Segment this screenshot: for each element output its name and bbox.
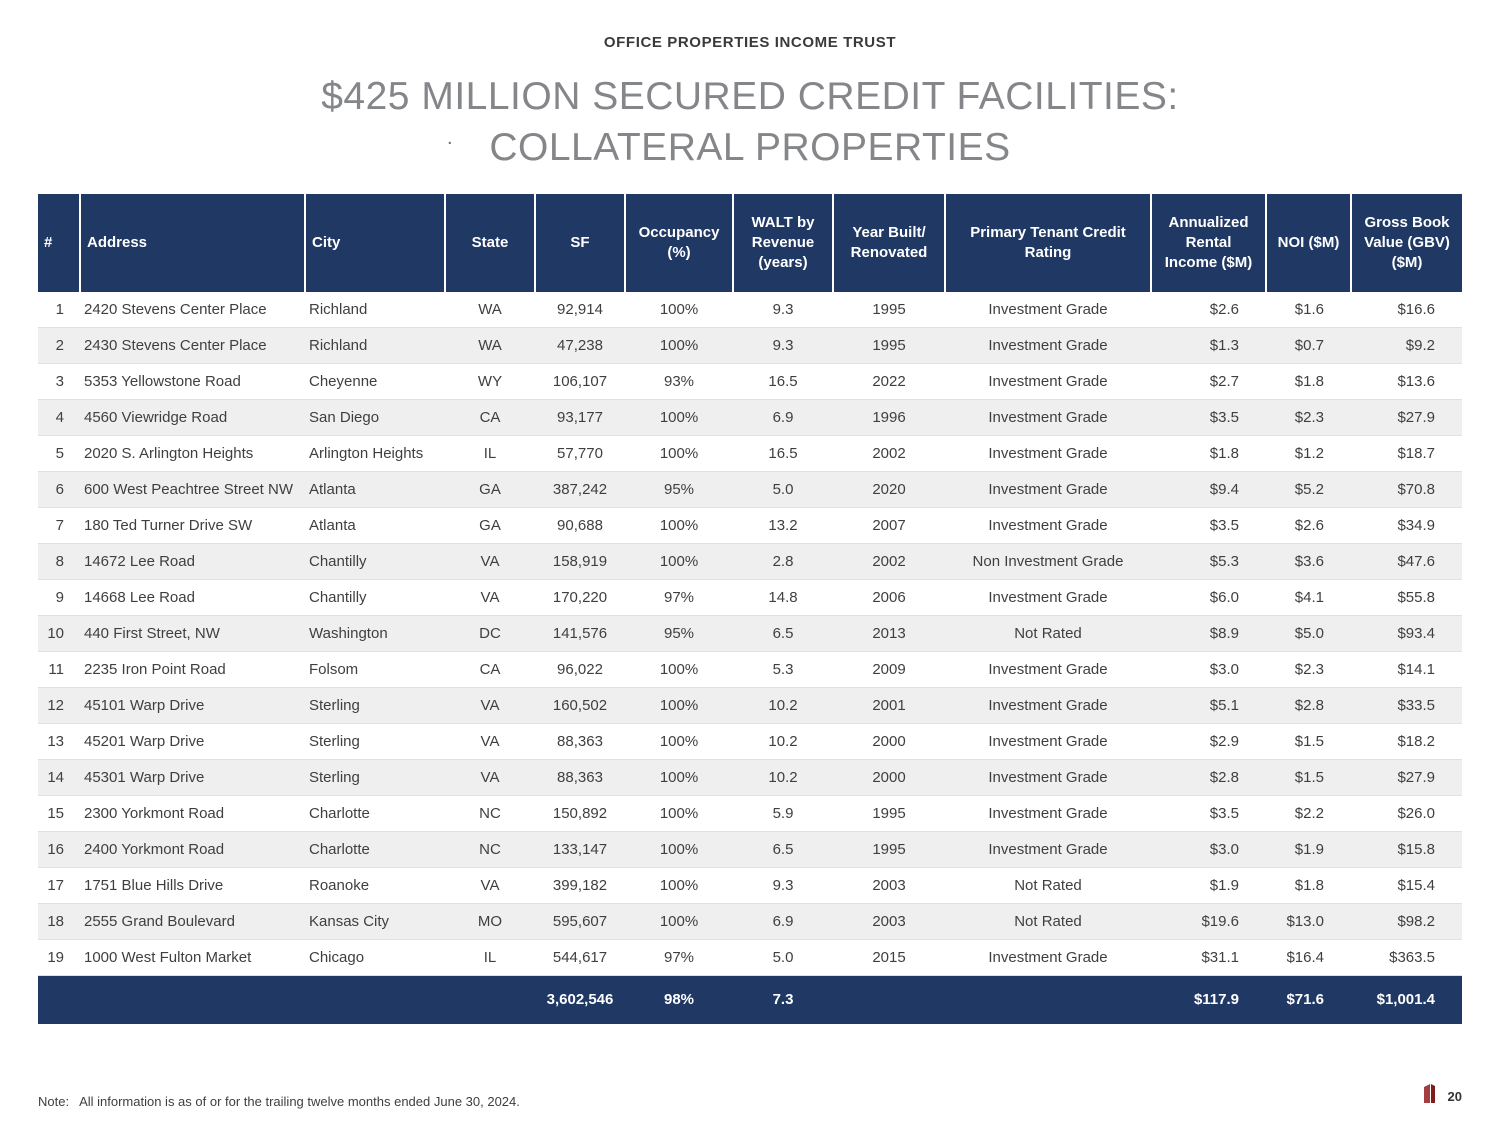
header-gbv: Gross Book Value (GBV) ($M) bbox=[1351, 194, 1462, 292]
cell-state: CA bbox=[445, 399, 535, 435]
cell-walt: 6.5 bbox=[733, 615, 833, 651]
cell-rating: Investment Grade bbox=[945, 363, 1151, 399]
cell-occupancy: 100% bbox=[625, 687, 733, 723]
cell-rental: $6.0 bbox=[1151, 579, 1266, 615]
table-row bbox=[38, 471, 1462, 507]
cell-gbv: $27.9 bbox=[1351, 759, 1462, 795]
cell-noi: $1.5 bbox=[1266, 759, 1351, 795]
cell-rental: $9.4 bbox=[1151, 471, 1266, 507]
cell-address: 14668 Lee Road bbox=[80, 579, 305, 615]
cell-address: 1000 West Fulton Market bbox=[80, 939, 305, 975]
cell-sf: 170,220 bbox=[535, 579, 625, 615]
cell-year: 2003 bbox=[833, 867, 945, 903]
table-row bbox=[38, 579, 1462, 615]
cell-state: NC bbox=[445, 831, 535, 867]
cell-city: Charlotte bbox=[305, 795, 445, 831]
cell-year: 2013 bbox=[833, 615, 945, 651]
cell-occupancy: 100% bbox=[625, 723, 733, 759]
cell-rental: $3.0 bbox=[1151, 651, 1266, 687]
company-eyebrow: OFFICE PROPERTIES INCOME TRUST bbox=[603, 34, 897, 51]
cell-occupancy: 100% bbox=[625, 651, 733, 687]
header-state: State bbox=[445, 194, 535, 292]
header-address: Address bbox=[80, 194, 305, 292]
cell-city: Chantilly bbox=[305, 543, 445, 579]
cell-sf: 133,147 bbox=[535, 831, 625, 867]
cell-city: Chantilly bbox=[305, 579, 445, 615]
cell-walt: 6.9 bbox=[733, 903, 833, 939]
total-rental-income: $117.9 bbox=[1151, 975, 1266, 1024]
cell-sf: 90,688 bbox=[535, 507, 625, 543]
cell-gbv: $363.5 bbox=[1351, 939, 1462, 975]
cell-walt: 14.8 bbox=[733, 579, 833, 615]
cell-year: 2001 bbox=[833, 687, 945, 723]
cell-num: 4 bbox=[38, 399, 80, 435]
footnote-label: Note: bbox=[38, 1094, 70, 1109]
cell-rating: Investment Grade bbox=[945, 723, 1151, 759]
cell-address: 440 First Street, NW bbox=[80, 615, 305, 651]
cell-gbv: $14.1 bbox=[1351, 651, 1462, 687]
cell-num: 14 bbox=[38, 759, 80, 795]
cell-city: Sterling bbox=[305, 759, 445, 795]
total-noi: $71.6 bbox=[1266, 975, 1351, 1024]
cell-occupancy: 100% bbox=[625, 903, 733, 939]
cell-year: 2020 bbox=[833, 471, 945, 507]
header-city: City bbox=[305, 194, 445, 292]
cell-num: 7 bbox=[38, 507, 80, 543]
cell-noi: $1.5 bbox=[1266, 723, 1351, 759]
table-row bbox=[38, 831, 1462, 867]
cell-address: 14672 Lee Road bbox=[80, 543, 305, 579]
cell-rating: Not Rated bbox=[945, 903, 1151, 939]
cell-rental: $3.5 bbox=[1151, 507, 1266, 543]
cell-year: 2015 bbox=[833, 939, 945, 975]
cell-num: 15 bbox=[38, 795, 80, 831]
slide-title bbox=[0, 71, 1500, 174]
cell-noi: $0.7 bbox=[1266, 327, 1351, 363]
cell-walt: 5.0 bbox=[733, 471, 833, 507]
cell-address: 600 West Peachtree Street NW bbox=[80, 471, 305, 507]
cell-state: DC bbox=[445, 615, 535, 651]
cell-occupancy: 100% bbox=[625, 759, 733, 795]
totals-row bbox=[38, 975, 1462, 1024]
cell-rating: Investment Grade bbox=[945, 795, 1151, 831]
cell-occupancy: 100% bbox=[625, 399, 733, 435]
page-number: 20 bbox=[1447, 1088, 1462, 1104]
cell-num: 9 bbox=[38, 579, 80, 615]
header-year-built: Year Built/ Renovated bbox=[833, 194, 945, 292]
cell-rental: $3.5 bbox=[1151, 399, 1266, 435]
cell-city: Atlanta bbox=[305, 471, 445, 507]
collateral-properties-table bbox=[38, 194, 1462, 1024]
cell-city: Washington bbox=[305, 615, 445, 651]
cell-year: 2000 bbox=[833, 759, 945, 795]
cell-address: 2555 Grand Boulevard bbox=[80, 903, 305, 939]
cell-city: Kansas City bbox=[305, 903, 445, 939]
total-sf: 3,602,546 bbox=[535, 975, 625, 1024]
cell-year: 1996 bbox=[833, 399, 945, 435]
cell-city: Arlington Heights bbox=[305, 435, 445, 471]
cell-occupancy: 95% bbox=[625, 471, 733, 507]
cell-rating: Investment Grade bbox=[945, 687, 1151, 723]
cell-gbv: $15.8 bbox=[1351, 831, 1462, 867]
cell-sf: 595,607 bbox=[535, 903, 625, 939]
cell-state: WA bbox=[445, 327, 535, 363]
cell-city: San Diego bbox=[305, 399, 445, 435]
cell-city: Richland bbox=[305, 327, 445, 363]
cell-state: WY bbox=[445, 363, 535, 399]
cell-year: 1995 bbox=[833, 795, 945, 831]
cell-sf: 92,914 bbox=[535, 292, 625, 328]
table-row bbox=[38, 399, 1462, 435]
cell-state: MO bbox=[445, 903, 535, 939]
cell-year: 2002 bbox=[833, 435, 945, 471]
cell-state: NC bbox=[445, 795, 535, 831]
cell-gbv: $9.2 bbox=[1351, 327, 1462, 363]
cell-rating: Not Rated bbox=[945, 615, 1151, 651]
table-row bbox=[38, 292, 1462, 328]
table-row bbox=[38, 687, 1462, 723]
cell-noi: $1.8 bbox=[1266, 363, 1351, 399]
cell-year: 1995 bbox=[833, 831, 945, 867]
cell-state: CA bbox=[445, 651, 535, 687]
cell-num: 13 bbox=[38, 723, 80, 759]
table-row bbox=[38, 939, 1462, 975]
table-row bbox=[38, 507, 1462, 543]
cell-num: 5 bbox=[38, 435, 80, 471]
cell-address: 2235 Iron Point Road bbox=[80, 651, 305, 687]
cell-walt: 9.3 bbox=[733, 292, 833, 328]
table-row bbox=[38, 363, 1462, 399]
cell-sf: 96,022 bbox=[535, 651, 625, 687]
cell-noi: $2.2 bbox=[1266, 795, 1351, 831]
cell-state: VA bbox=[445, 687, 535, 723]
cell-sf: 47,238 bbox=[535, 327, 625, 363]
table-row bbox=[38, 903, 1462, 939]
cell-address: 1751 Blue Hills Drive bbox=[80, 867, 305, 903]
cell-noi: $4.1 bbox=[1266, 579, 1351, 615]
cell-address: 45201 Warp Drive bbox=[80, 723, 305, 759]
cell-city: Roanoke bbox=[305, 867, 445, 903]
total-address bbox=[80, 975, 305, 1024]
cell-rating: Not Rated bbox=[945, 867, 1151, 903]
cell-rating: Non Investment Grade bbox=[945, 543, 1151, 579]
footnote bbox=[38, 1094, 520, 1109]
cell-num: 6 bbox=[38, 471, 80, 507]
cell-num: 8 bbox=[38, 543, 80, 579]
cell-num: 2 bbox=[38, 327, 80, 363]
cell-gbv: $26.0 bbox=[1351, 795, 1462, 831]
header-walt: WALT by Revenue (years) bbox=[733, 194, 833, 292]
cell-occupancy: 95% bbox=[625, 615, 733, 651]
cell-sf: 399,182 bbox=[535, 867, 625, 903]
total-gbv: $1,001.4 bbox=[1351, 975, 1462, 1024]
cell-walt: 5.3 bbox=[733, 651, 833, 687]
logo-icon bbox=[1424, 1084, 1438, 1108]
cell-rental: $3.5 bbox=[1151, 795, 1266, 831]
cell-city: Sterling bbox=[305, 723, 445, 759]
cell-walt: 6.9 bbox=[733, 399, 833, 435]
total-num bbox=[38, 975, 80, 1024]
table-row bbox=[38, 615, 1462, 651]
table-row bbox=[38, 867, 1462, 903]
table-body bbox=[38, 292, 1462, 976]
cell-sf: 57,770 bbox=[535, 435, 625, 471]
cell-state: IL bbox=[445, 435, 535, 471]
cell-sf: 150,892 bbox=[535, 795, 625, 831]
cell-noi: $5.0 bbox=[1266, 615, 1351, 651]
cell-address: 45301 Warp Drive bbox=[80, 759, 305, 795]
cell-year: 2003 bbox=[833, 903, 945, 939]
cell-occupancy: 100% bbox=[625, 543, 733, 579]
table-header bbox=[38, 194, 1462, 292]
cell-address: 2420 Stevens Center Place bbox=[80, 292, 305, 328]
cell-gbv: $15.4 bbox=[1351, 867, 1462, 903]
cell-noi: $2.3 bbox=[1266, 651, 1351, 687]
cell-state: VA bbox=[445, 867, 535, 903]
cell-sf: 160,502 bbox=[535, 687, 625, 723]
cell-rental: $2.6 bbox=[1151, 292, 1266, 328]
table-row bbox=[38, 327, 1462, 363]
cell-num: 10 bbox=[38, 615, 80, 651]
cell-state: VA bbox=[445, 543, 535, 579]
stray-period: . bbox=[447, 127, 454, 149]
cell-noi: $13.0 bbox=[1266, 903, 1351, 939]
cell-year: 1995 bbox=[833, 292, 945, 328]
cell-city: Richland bbox=[305, 292, 445, 328]
table-footer bbox=[38, 975, 1462, 1024]
cell-rating: Investment Grade bbox=[945, 292, 1151, 328]
cell-rental: $19.6 bbox=[1151, 903, 1266, 939]
page-corner bbox=[1424, 1084, 1462, 1108]
cell-occupancy: 97% bbox=[625, 579, 733, 615]
cell-noi: $1.9 bbox=[1266, 831, 1351, 867]
cell-gbv: $13.6 bbox=[1351, 363, 1462, 399]
cell-rental: $31.1 bbox=[1151, 939, 1266, 975]
cell-noi: $2.6 bbox=[1266, 507, 1351, 543]
cell-walt: 5.9 bbox=[733, 795, 833, 831]
cell-num: 1 bbox=[38, 292, 80, 328]
cell-num: 12 bbox=[38, 687, 80, 723]
header-row bbox=[38, 194, 1462, 292]
cell-rating: Investment Grade bbox=[945, 327, 1151, 363]
cell-occupancy: 100% bbox=[625, 292, 733, 328]
total-city bbox=[305, 975, 445, 1024]
cell-walt: 10.2 bbox=[733, 687, 833, 723]
cell-year: 2022 bbox=[833, 363, 945, 399]
cell-sf: 88,363 bbox=[535, 759, 625, 795]
cell-occupancy: 97% bbox=[625, 939, 733, 975]
cell-walt: 16.5 bbox=[733, 363, 833, 399]
cell-rating: Investment Grade bbox=[945, 507, 1151, 543]
cell-gbv: $16.6 bbox=[1351, 292, 1462, 328]
header-rental-income: Annualized Rental Income ($M) bbox=[1151, 194, 1266, 292]
cell-noi: $1.2 bbox=[1266, 435, 1351, 471]
table-row bbox=[38, 435, 1462, 471]
footnote-text: All information is as of or for the trailing twelve months ended June 30, 2024. bbox=[79, 1094, 520, 1109]
cell-address: 4560 Viewridge Road bbox=[80, 399, 305, 435]
cell-num: 18 bbox=[38, 903, 80, 939]
cell-gbv: $98.2 bbox=[1351, 903, 1462, 939]
cell-address: 2400 Yorkmont Road bbox=[80, 831, 305, 867]
cell-rating: Investment Grade bbox=[945, 939, 1151, 975]
cell-gbv: $18.7 bbox=[1351, 435, 1462, 471]
total-walt: 7.3 bbox=[733, 975, 833, 1024]
cell-rental: $2.8 bbox=[1151, 759, 1266, 795]
cell-year: 2000 bbox=[833, 723, 945, 759]
header-credit-rating: Primary Tenant Credit Rating bbox=[945, 194, 1151, 292]
cell-address: 2430 Stevens Center Place bbox=[80, 327, 305, 363]
table-row bbox=[38, 723, 1462, 759]
cell-sf: 88,363 bbox=[535, 723, 625, 759]
cell-rating: Investment Grade bbox=[945, 831, 1151, 867]
cell-num: 19 bbox=[38, 939, 80, 975]
cell-noi: $1.6 bbox=[1266, 292, 1351, 328]
cell-rental: $3.0 bbox=[1151, 831, 1266, 867]
cell-rating: Investment Grade bbox=[945, 399, 1151, 435]
cell-state: VA bbox=[445, 579, 535, 615]
cell-city: Chicago bbox=[305, 939, 445, 975]
cell-rental: $8.9 bbox=[1151, 615, 1266, 651]
cell-gbv: $55.8 bbox=[1351, 579, 1462, 615]
cell-address: 2020 S. Arlington Heights bbox=[80, 435, 305, 471]
cell-address: 5353 Yellowstone Road bbox=[80, 363, 305, 399]
cell-state: VA bbox=[445, 723, 535, 759]
cell-occupancy: 100% bbox=[625, 435, 733, 471]
slide-title-line1: $425 MILLION SECURED CREDIT FACILITIES: bbox=[321, 75, 1179, 118]
cell-rental: $5.1 bbox=[1151, 687, 1266, 723]
cell-gbv: $34.9 bbox=[1351, 507, 1462, 543]
cell-state: VA bbox=[445, 759, 535, 795]
cell-gbv: $18.2 bbox=[1351, 723, 1462, 759]
cell-num: 17 bbox=[38, 867, 80, 903]
total-rating bbox=[945, 975, 1151, 1024]
cell-rating: Investment Grade bbox=[945, 471, 1151, 507]
header-sf: SF bbox=[535, 194, 625, 292]
slide-title-line2: COLLATERAL PROPERTIES bbox=[489, 126, 1011, 170]
cell-gbv: $93.4 bbox=[1351, 615, 1462, 651]
cell-walt: 6.5 bbox=[733, 831, 833, 867]
cell-rating: Investment Grade bbox=[945, 759, 1151, 795]
cell-year: 2007 bbox=[833, 507, 945, 543]
cell-year: 1995 bbox=[833, 327, 945, 363]
cell-rental: $2.7 bbox=[1151, 363, 1266, 399]
cell-rental: $1.8 bbox=[1151, 435, 1266, 471]
cell-sf: 544,617 bbox=[535, 939, 625, 975]
cell-walt: 10.2 bbox=[733, 723, 833, 759]
cell-gbv: $70.8 bbox=[1351, 471, 1462, 507]
cell-walt: 13.2 bbox=[733, 507, 833, 543]
cell-state: GA bbox=[445, 507, 535, 543]
cell-sf: 158,919 bbox=[535, 543, 625, 579]
cell-gbv: $27.9 bbox=[1351, 399, 1462, 435]
cell-city: Cheyenne bbox=[305, 363, 445, 399]
cell-walt: 2.8 bbox=[733, 543, 833, 579]
cell-occupancy: 100% bbox=[625, 327, 733, 363]
cell-year: 2009 bbox=[833, 651, 945, 687]
table-row bbox=[38, 759, 1462, 795]
cell-occupancy: 100% bbox=[625, 831, 733, 867]
cell-occupancy: 93% bbox=[625, 363, 733, 399]
cell-address: 2300 Yorkmont Road bbox=[80, 795, 305, 831]
cell-rental: $2.9 bbox=[1151, 723, 1266, 759]
cell-num: 11 bbox=[38, 651, 80, 687]
cell-rating: Investment Grade bbox=[945, 579, 1151, 615]
cell-city: Folsom bbox=[305, 651, 445, 687]
cell-year: 2002 bbox=[833, 543, 945, 579]
cell-walt: 9.3 bbox=[733, 327, 833, 363]
cell-walt: 9.3 bbox=[733, 867, 833, 903]
cell-address: 45101 Warp Drive bbox=[80, 687, 305, 723]
cell-rental: $1.9 bbox=[1151, 867, 1266, 903]
cell-gbv: $47.6 bbox=[1351, 543, 1462, 579]
cell-city: Charlotte bbox=[305, 831, 445, 867]
cell-address: 180 Ted Turner Drive SW bbox=[80, 507, 305, 543]
cell-occupancy: 100% bbox=[625, 867, 733, 903]
table-row bbox=[38, 795, 1462, 831]
table-row bbox=[38, 543, 1462, 579]
cell-num: 3 bbox=[38, 363, 80, 399]
cell-occupancy: 100% bbox=[625, 507, 733, 543]
cell-noi: $2.3 bbox=[1266, 399, 1351, 435]
cell-noi: $3.6 bbox=[1266, 543, 1351, 579]
cell-noi: $1.8 bbox=[1266, 867, 1351, 903]
cell-walt: 10.2 bbox=[733, 759, 833, 795]
cell-noi: $5.2 bbox=[1266, 471, 1351, 507]
cell-rating: Investment Grade bbox=[945, 651, 1151, 687]
cell-num: 16 bbox=[38, 831, 80, 867]
cell-occupancy: 100% bbox=[625, 795, 733, 831]
cell-walt: 5.0 bbox=[733, 939, 833, 975]
cell-state: WA bbox=[445, 292, 535, 328]
total-year bbox=[833, 975, 945, 1024]
cell-sf: 141,576 bbox=[535, 615, 625, 651]
header-noi: NOI ($M) bbox=[1266, 194, 1351, 292]
cell-gbv: $33.5 bbox=[1351, 687, 1462, 723]
cell-year: 2006 bbox=[833, 579, 945, 615]
cell-state: GA bbox=[445, 471, 535, 507]
cell-sf: 93,177 bbox=[535, 399, 625, 435]
cell-city: Atlanta bbox=[305, 507, 445, 543]
cell-rental: $1.3 bbox=[1151, 327, 1266, 363]
cell-noi: $2.8 bbox=[1266, 687, 1351, 723]
total-occupancy: 98% bbox=[625, 975, 733, 1024]
cell-state: IL bbox=[445, 939, 535, 975]
header-num: # bbox=[38, 194, 80, 292]
cell-sf: 106,107 bbox=[535, 363, 625, 399]
cell-city: Sterling bbox=[305, 687, 445, 723]
cell-noi: $16.4 bbox=[1266, 939, 1351, 975]
cell-rating: Investment Grade bbox=[945, 435, 1151, 471]
header-occupancy: Occupancy (%) bbox=[625, 194, 733, 292]
cell-rental: $5.3 bbox=[1151, 543, 1266, 579]
table-row bbox=[38, 651, 1462, 687]
cell-sf: 387,242 bbox=[535, 471, 625, 507]
total-state bbox=[445, 975, 535, 1024]
cell-walt: 16.5 bbox=[733, 435, 833, 471]
